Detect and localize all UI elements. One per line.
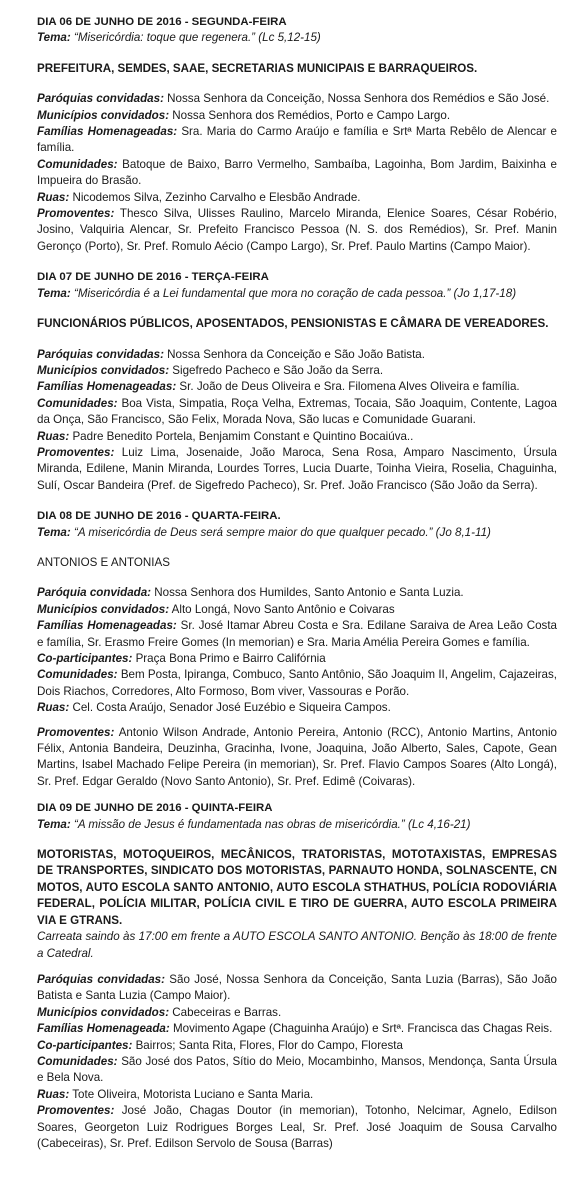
entry: Paróquias convidadas: São José, Nossa Senhora da Conceição, Santa Luzia (Barras), São João Batista e Santa Luzia (Campo Maior).: [37, 972, 557, 1003]
entry: Ruas: Tote Oliveira, Motorista Luciano e Santa Maria.: [37, 1087, 314, 1101]
entry: Paróquias convidadas: Nossa Senhora da Conceição e São João Batista.: [37, 347, 425, 361]
entry: Paróquias convidadas: Nossa Senhora da Conceição, Nossa Senhora dos Remédios e São José.: [37, 92, 550, 106]
day-theme: Tema: “A misericórdia de Deus será sempre maior do que qualquer pecado.” (Jo 8,1-11): [37, 525, 491, 539]
entry: Municípios convidados: Cabeceiras e Barras.: [37, 1005, 282, 1019]
entry: Co-participantes: Bairros; Santa Rita, Flores, Flor do Campo, Floresta: [37, 1038, 403, 1052]
day-date: DIA 07 DE JUNHO DE 2016 - TERÇA-FEIRA: [37, 271, 269, 284]
entry: Promoventes: Luiz Lima, Josenaide, João Maroca, Sena Rosa, Amparo Nascimento, Úrsula Miranda, Edilene, Manin Miranda, Lourdes Torres, Lucia Duarte, Toinha Vieira, Roselia, Chaguinha, Sulí, Oscar Bandeira (Pref. de Sigefredo Pacheco), Sr. Pref. João Francisco (São João da Serra).: [37, 445, 557, 492]
day-section: [37, 269, 557, 494]
entry: Comunidades: Bem Posta, Ipiranga, Combuco, Santo Antônio, São Joaquim II, Angelim, Cajazeiras, Dois Riachos, Corredores, Alto Formoso, Bom viver, Vassouras e Porão.: [37, 668, 557, 698]
entry: Paróquia convidada: Nossa Senhora dos Humildes, Santo Antonio e Santa Luzia.: [37, 586, 464, 600]
day-theme: Tema: “Misericórdia: toque que regenera.” (Lc 5,12-15): [37, 31, 321, 45]
entry: Comunidades: Boa Vista, Simpatia, Roça Velha, Extremas, Tocaia, São Joaquim, Contente, Lagoa da Onça, São Francisco, São Felix, Morada Nova, São lucas e Comunidade Guarani.: [37, 396, 557, 427]
entry: Municípios convidados: Nossa Senhora dos Remédios, Porto e Campo Largo.: [37, 108, 451, 122]
entry: Promoventes: Thesco Silva, Ulisses Raulino, Marcelo Miranda, Elenice Soares, César Robério, Josino, Valquiria Alencar, Sr. Prefeito Francisco Pessoa (N. S. dos Remédios), Sr. Pref. Manin Geronço (Porto), Sr. Pref. Romulo Aécio (Campo Largo), Sr. Pref. Paulo Martins (Campo Maior).: [37, 207, 557, 253]
day-headline: FUNCIONÁRIOS PÚBLICOS, APOSENTADOS, PENSIONISTAS E CÂMARA DE VEREADORES.: [37, 317, 549, 331]
day-section: [37, 508, 557, 790]
day-headline: ANTONIOS E ANTONIAS: [37, 555, 170, 569]
program-document: [37, 14, 557, 1152]
entry: Ruas: Nicodemos Silva, Zezinho Carvalho e Elesbão Andrade.: [37, 190, 361, 204]
entry: Comunidades: Batoque de Baixo, Barro Vermelho, Sambaíba, Lagoinha, Bom Jardim, Baixinha e Impueira do Brasão.: [37, 157, 557, 188]
entry: Co-participantes: Praça Bona Primo e Bairro Califórnia: [37, 652, 326, 665]
entry: Comunidades: São José dos Patos, Sítio do Meio, Mocambinho, Mansos, Mendonça, Santa Úrsula e Bela Nova.: [37, 1054, 557, 1085]
day-date: DIA 09 DE JUNHO DE 2016 - QUINTA-FEIRA: [37, 802, 273, 815]
day-section: [37, 14, 557, 255]
day-headline: PREFEITURA, SEMDES, SAAE, SECRETARIAS MUNICIPAIS E BARRAQUEIROS.: [37, 61, 478, 75]
entry: Famílias Homenageadas: Sr. João de Deus Oliveira e Sra. Filomena Alves Oliveira e família.: [37, 380, 520, 394]
entry: Ruas: Cel. Costa Araújo, Senador José Euzébio e Siqueira Campos.: [37, 701, 391, 715]
day-headline: MOTORISTAS, MOTOQUEIROS, MECÂNICOS, TRATORISTAS, MOTOTAXISTAS, EMPRESAS DE TRANSPORTES, SINDICATO DOS MOTORISTAS, PARNAUTO HONDA, SOLNASCENTE, CN MOTOS, AUTO ESCOLA SANTO ANTONIO, AUTO ESCOLA STHATHUS, POLÍCIA RODOVIÁRIA FEDERAL, POLÍCIA MILITAR, POLÍCIA CIVIL E TIRO DE GUERRA, AUTO ESCOLA PRIMEIRA VIA E GTRANS.: [37, 848, 557, 927]
entry: Ruas: Padre Benedito Portela, Benjamim Constant e Quintino Bocaiúva..: [37, 429, 414, 443]
entry: Municípios convidados: Alto Longá, Novo Santo Antônio e Coivaras: [37, 602, 395, 616]
day-section: [37, 800, 557, 1152]
day-note: Carreata saindo às 17:00 em frente a AUTO ESCOLA SANTO ANTONIO. Benção às 18:00 de frente a Catedral.: [37, 930, 557, 960]
entry: Famílias Homenageada: Movimento Agape (Chaguinha Araújo) e Srtª. Francisca das Chagas Reis.: [37, 1022, 553, 1036]
entry: Famílias Homenageadas: Sra. Maria do Carmo Araújo e família e Srtª Marta Rebêlo de Alencar e família.: [37, 125, 557, 155]
entry: Famílias Homenageadas: Sr. José Itamar Abreu Costa e Sra. Edilane Saraiva de Area Leão Costa e família, Sr. Erasmo Freire Gomes (In memorian) e Sra. Maria Amélia Pereira Gomes e família.: [37, 619, 557, 649]
day-date: DIA 06 DE JUNHO DE 2016 - SEGUNDA-FEIRA: [37, 16, 287, 28]
entry: Promoventes: Antonio Wilson Andrade, Antonio Pereira, Antonio (RCC), Antonio Martins, Antonio Félix, Antonia Bandeira, Deuzinha, Gracinha, Ivone, Joaquina, João Alberto, Sales, Capote, Gean Martins, Isabel Machado Felipe Pereira (in memorian), Sr. Pref. Flavio Campos Soares (Alto Longá), Sr. Pref. Edgar Geraldo (Novo Santo Antonio), Sr. Pref. Edimê (Coivaras).: [37, 725, 557, 788]
day-theme: Tema: “Misericórdia é a Lei fundamental que mora no coração de cada pessoa.” (Jo 1,17-18): [37, 286, 517, 300]
day-date: DIA 08 DE JUNHO DE 2016 - QUARTA-FEIRA.: [37, 510, 281, 523]
day-theme: Tema: “A missão de Jesus é fundamentada nas obras de misericórdia.” (Lc 4,16-21): [37, 817, 471, 831]
entry: Promoventes: José João, Chagas Doutor (in memorian), Totonho, Nelcimar, Agnelo, Edilson Soares, Georgeton Luiz Rodrigues Borges Leal, Sr. Pref. José Joaquim de Sousa Carvalho (Cabeceiras), Sr. Pref. Edilson Servolo de Sousa (Barras): [37, 1104, 557, 1150]
entry: Municípios convidados: Sigefredo Pacheco e São João da Serra.: [37, 363, 384, 377]
